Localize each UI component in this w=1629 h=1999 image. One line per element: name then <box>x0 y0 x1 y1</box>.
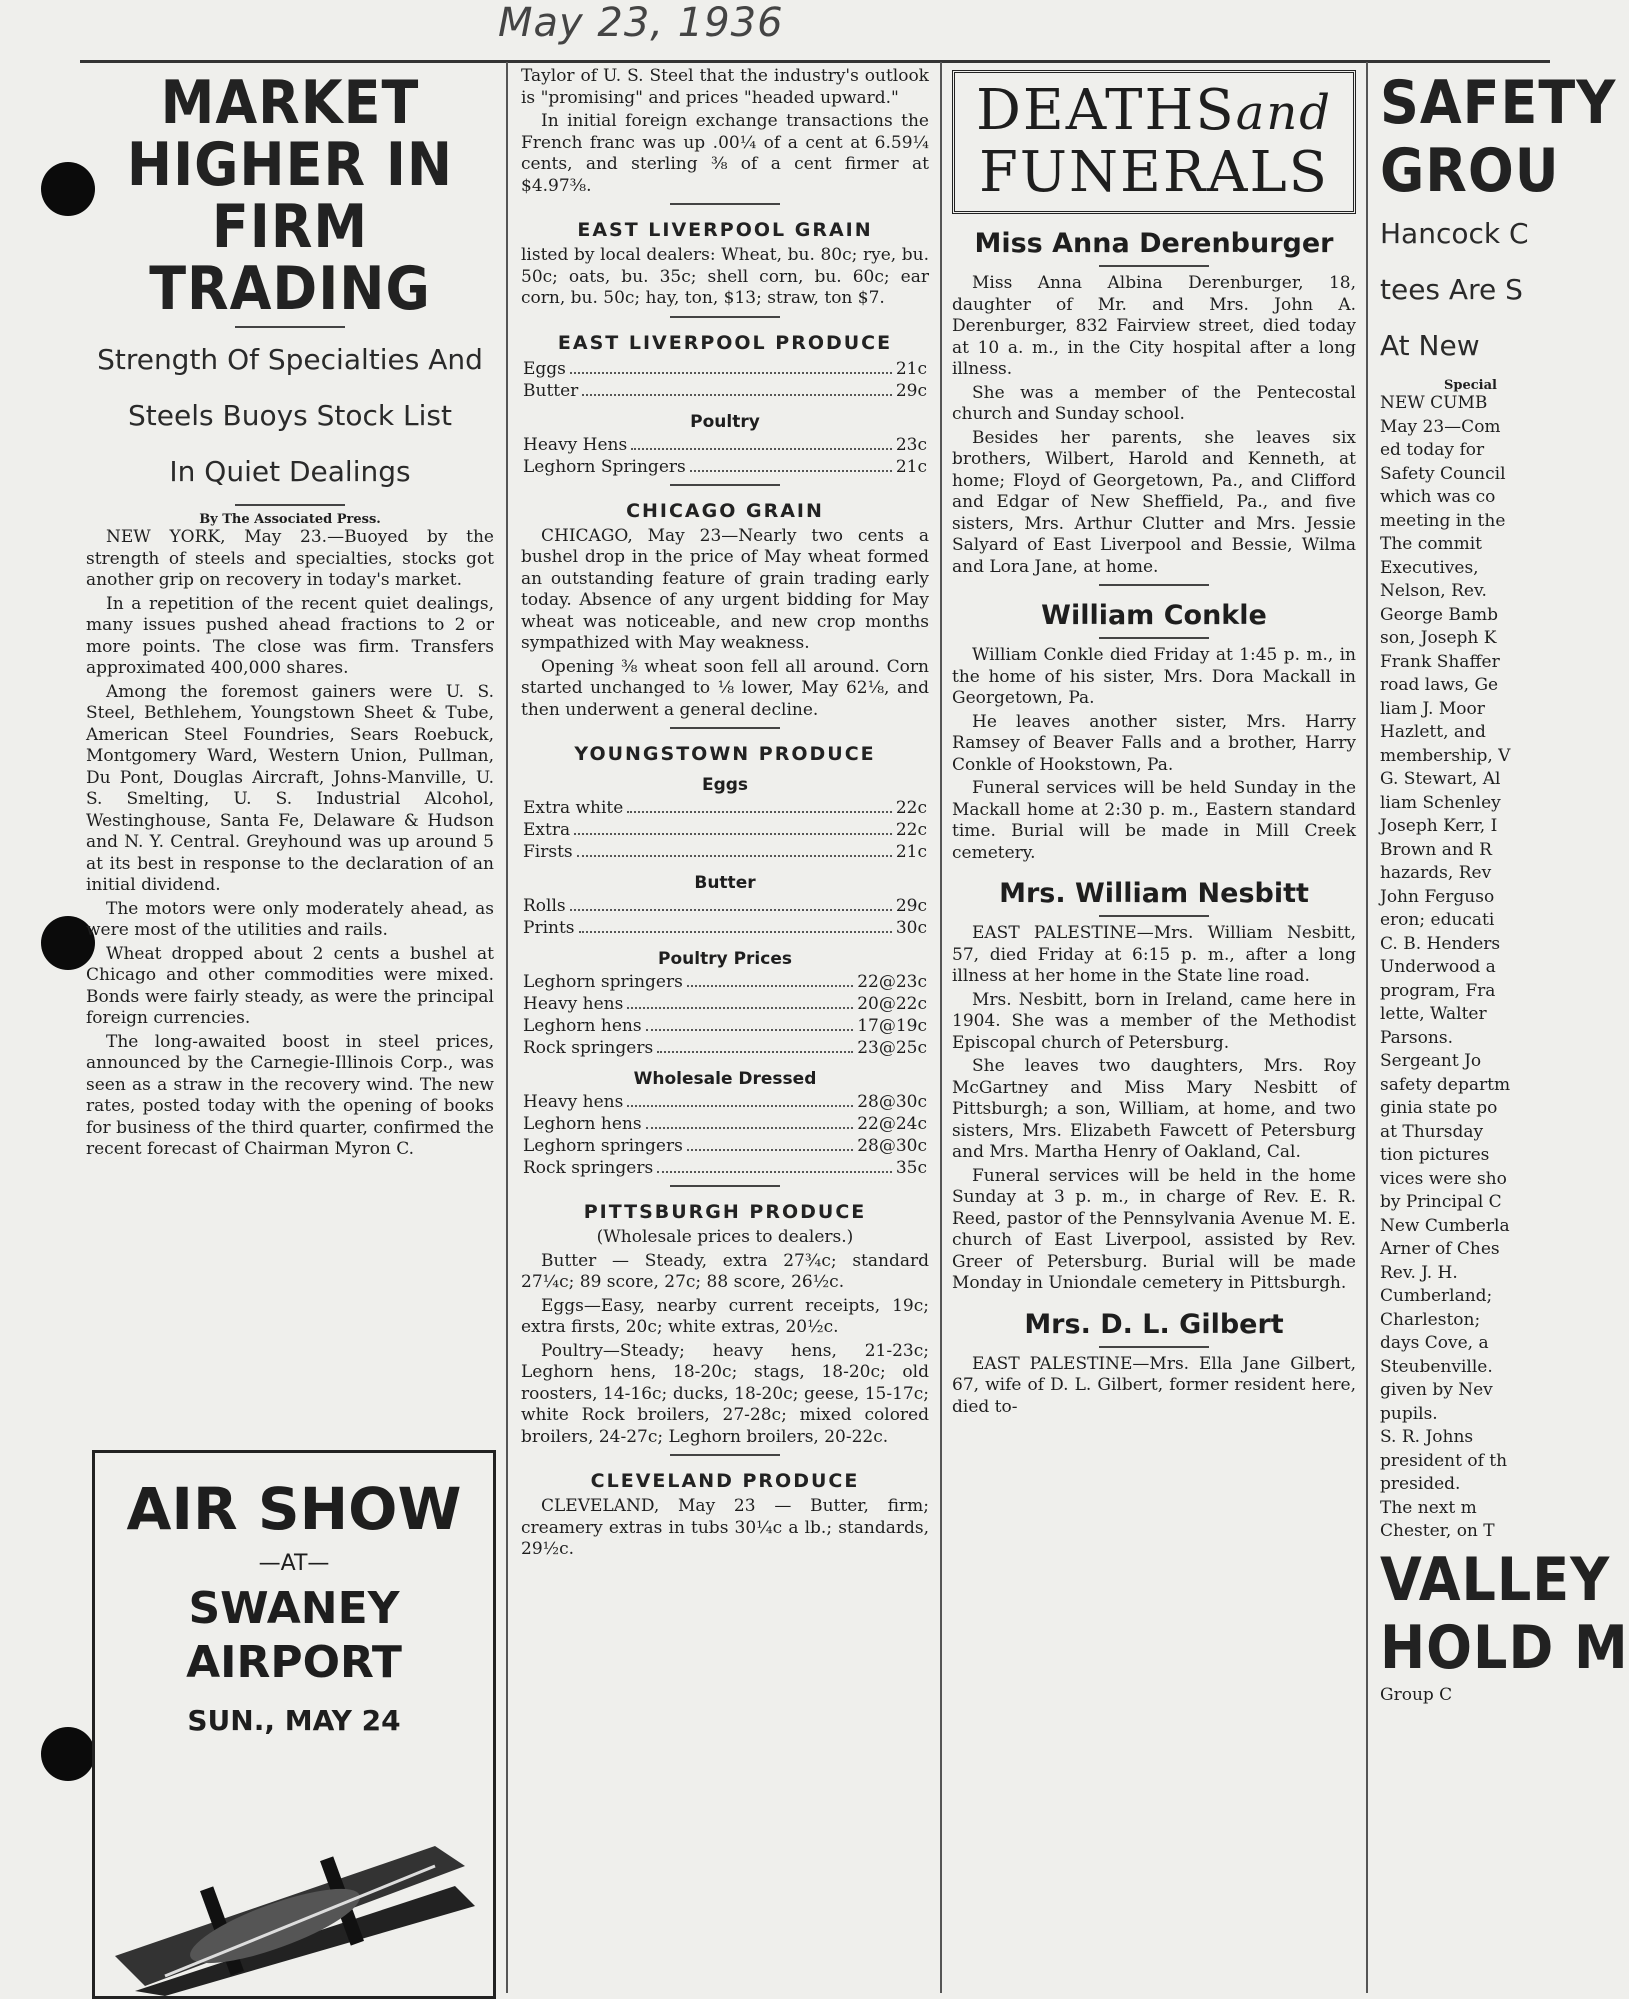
paragraph: Besides her parents, she leaves six brothers, Wilbert, Harold and Kenneth, at home; Floyd of Georgetown, Pa., and Clifford and Edgar of New Sheffield, Pa., and five sisters, Mrs. Arthur Clutter and Mrs. Jessie Salyard of East Liverpool and Bessie, Wilma and Lora Jane, at home. <box>952 427 1356 577</box>
price-row <box>523 993 927 1015</box>
paragraph: EAST PALESTINE—Mrs. Ella Jane Gilbert, 67, wife of D. L. Gilbert, former resident here, died to- <box>952 1353 1356 1417</box>
paragraph: Butter — Steady, extra 27¾c; standard 27¼c; 89 score, 27c; 88 score, 26½c. <box>521 1250 929 1292</box>
biplane-icon <box>105 1826 485 1996</box>
price-row <box>523 895 927 917</box>
header-word: DEATHS <box>976 78 1236 143</box>
sub-heading: Poultry Prices <box>658 949 792 969</box>
paragraph: Funeral services will be held in the home Sunday at 3 p. m., in charge of Rev. E. R. Reed, pastor of the Pennsylvania Avenue M. E. church of East Liverpool, assisted by Rev. Greer of Petersburg. Burial will be made Monday in Uniondale cemetery in Pittsburgh. <box>952 1165 1356 1293</box>
text-line: G. Stewart, Al <box>1380 769 1501 789</box>
paragraph: NEW YORK, May 23.—Buoyed by the strength of steels and specialties, stocks got another grip on recovery in today's market. <box>86 527 494 590</box>
paragraph: Funeral services will be held Sunday in the Mackall home at 2:30 p. m., Eastern standard time. Burial will be made in Mill Creek cemetery. <box>952 778 1356 863</box>
text-line: George Bamb <box>1380 604 1498 625</box>
price-row <box>523 1015 927 1037</box>
ad-title: AIR SHOW <box>126 1475 462 1543</box>
obit-name: Mrs. D. L. Gilbert <box>1024 1308 1284 1340</box>
price-row <box>523 358 927 380</box>
price-label: Extra white <box>523 798 624 818</box>
text-line: president of th <box>1380 1450 1508 1471</box>
air-show-ad <box>92 1450 496 1999</box>
market-body <box>86 527 494 1161</box>
paragraph: CHICAGO, May 23—Nearly two cents a bushel drop in the price of May wheat formed an outstanding feature of grain trading early today. Absence of any urgent bidding for May wheat was noticeable, and new crop months sympathized with May weakness. <box>521 525 929 653</box>
text-line: program, Fra <box>1380 980 1496 1001</box>
obit-name: Mrs. William Nesbitt <box>999 878 1309 909</box>
text-line: Underwood a <box>1380 957 1496 977</box>
cleveland-title: CLEVELAND PRODUCE <box>590 1470 860 1492</box>
pittsburgh-body <box>521 1227 929 1448</box>
deaths-column <box>946 66 1362 1993</box>
price-value: 29c <box>895 896 927 916</box>
paragraph: The motors were only moderately ahead, as were most of the utilities and rails. <box>86 898 494 940</box>
price-label: Heavy hens <box>523 1092 624 1112</box>
ad-date: SUN., MAY 24 <box>187 1704 401 1737</box>
price-label: Rolls <box>523 896 566 916</box>
paragraph: She was a member of the Pentecostal church and Sunday school. <box>952 382 1356 424</box>
price-row <box>523 1113 927 1135</box>
text-line: New Cumberla <box>1380 1215 1510 1236</box>
safety-headline: GROU <box>1380 136 1560 206</box>
text-line: vices were sho <box>1380 1168 1507 1189</box>
byline: By The Associated Press. <box>199 512 381 527</box>
price-row <box>523 971 927 993</box>
markets-column <box>515 66 935 1993</box>
paragraph: The long-awaited boost in steel prices, announced by the Carnegie-Illinois Corp., was seen as a straw in the recovery wind. The new rates, posted today with the opening of books for business of the third quarter, confirmed the recent forecast of Chairman Myron C. <box>86 1031 494 1159</box>
text-line: Brown and R <box>1380 839 1492 860</box>
price-row <box>523 1135 927 1157</box>
price-label: Leghorn hens <box>523 1114 642 1134</box>
price-value: 30c <box>895 918 927 938</box>
paragraph: (Wholesale prices to dealers.) <box>596 1227 854 1247</box>
price-label: Leghorn Springers <box>523 456 686 477</box>
text-line: Charleston; <box>1380 1309 1481 1330</box>
price-label: Eggs <box>523 358 566 379</box>
text-line: by Principal C <box>1380 1192 1502 1212</box>
price-row <box>523 434 927 456</box>
divider <box>1099 915 1209 917</box>
price-value: 21c <box>895 842 927 862</box>
divider <box>670 727 780 729</box>
ad-location: AIRPORT <box>186 1637 402 1688</box>
price-row <box>523 841 927 863</box>
price-label: Leghorn springers <box>523 1136 683 1156</box>
divider <box>670 1185 780 1187</box>
sub-heading: Poultry <box>690 411 760 432</box>
market-column <box>80 66 500 1426</box>
sub-heading: Eggs <box>701 775 749 795</box>
text-line: Frank Shaffer <box>1380 651 1500 672</box>
price-value: 22@23c <box>857 972 927 992</box>
price-value: 28@30c <box>857 1136 927 1156</box>
price-value: 22c <box>895 820 927 840</box>
divider <box>670 484 780 486</box>
price-row <box>523 917 927 939</box>
price-value: 23c <box>895 434 927 455</box>
valley-headline: VALLEY <box>1380 1544 1611 1615</box>
price-label: Leghorn springers <box>523 972 683 992</box>
price-row <box>523 797 927 819</box>
text-line: which was co <box>1380 487 1496 507</box>
text-line: The commit <box>1380 534 1483 554</box>
price-row <box>523 1091 927 1113</box>
paragraph: listed by local dealers: Wheat, bu. 80c; rye, bu. 50c; oats, bu. 35c; shell corn, bu. 60c; ear corn, bu. 50c; hay, ton, $13; straw, ton $7. <box>521 245 929 308</box>
text-line: at Thursday <box>1380 1121 1484 1142</box>
divider <box>1099 584 1209 586</box>
text-line: ginia state po <box>1380 1098 1498 1118</box>
ad-location: SWANEY <box>188 1583 400 1634</box>
text-line: NEW CUMB <box>1380 393 1488 413</box>
divider <box>670 1454 780 1456</box>
youngstown-title: YOUNGSTOWN PRODUCE <box>574 743 876 765</box>
safety-column <box>1374 66 1629 1993</box>
footer-fragment: Group C <box>1380 1684 1453 1705</box>
price-label: Extra <box>523 820 571 840</box>
deck-line: Steels Buoys Stock List <box>128 399 452 432</box>
text-line: lette, Walter <box>1380 1004 1487 1024</box>
price-value: 35c <box>895 1158 927 1178</box>
el-grain-body <box>521 245 929 310</box>
price-value: 17@19c <box>857 1016 927 1036</box>
text-line: safety departm <box>1380 1074 1511 1095</box>
divider <box>1099 637 1209 639</box>
paragraph: William Conkle died Friday at 1:45 p. m., in the home of his sister, Mrs. Dora Mackall in Georgetown, Pa. <box>952 645 1356 708</box>
market-deck <box>80 336 500 496</box>
text-line: May 23—Com <box>1380 416 1501 437</box>
text-line: Steubenville. <box>1380 1356 1493 1377</box>
text-line: presided. <box>1380 1474 1461 1494</box>
handwritten-date: May 23, 1936 <box>498 0 784 46</box>
text-line: liam J. Moor <box>1380 698 1485 719</box>
paragraph: Among the foremost gainers were U. S. Steel, Bethlehem, Youngstown Sheet & Tube, American Steel Foundries, Sears Roebuck, Montgomery Ward, Western Union, Pullman, Du Pont, Douglas Aircraft, Johns-Manville, U. S. Smelting, U. S. Industrial Alcohol, Westinghouse, Santa Fe, Delaware & Hudson and N. Y. Central. Greyhound was up around 5 at its best in response to the declaration of an initial dividend. <box>86 681 494 895</box>
text-line: ed today for <box>1380 440 1485 460</box>
text-line: Cumberland; <box>1380 1286 1493 1306</box>
obit-name: William Conkle <box>1041 600 1267 631</box>
text-line: Nelson, Rev. <box>1380 581 1487 601</box>
price-label: Prints <box>523 918 575 938</box>
deck-line: Strength Of Specialties And <box>97 343 483 376</box>
sub-heading: Butter <box>694 873 756 893</box>
price-label: Rock springers <box>523 1158 654 1178</box>
divider <box>235 326 345 328</box>
text-line: S. R. Johns <box>1380 1427 1474 1447</box>
paragraph: Eggs—Easy, nearby current receipts, 19c; extra firsts, 20c; white extras, 20½c. <box>521 1295 929 1337</box>
divider <box>1099 1346 1209 1348</box>
paragraph: He leaves another sister, Mrs. Harry Ramsey of Beaver Falls and a brother, Harry Conkle of Hookstown, Pa. <box>952 711 1356 775</box>
punch-hole <box>41 1727 95 1781</box>
text-line: C. B. Henders <box>1380 933 1501 954</box>
deck-line: At New <box>1380 329 1480 362</box>
text-line: road laws, Ge <box>1380 675 1499 695</box>
text-line: pupils. <box>1380 1403 1438 1424</box>
price-row <box>523 380 927 402</box>
paragraph: Opening ⅜ wheat soon fell all around. Corn started unchanged to ⅛ lower, May 62⅛, and then underwent a general decline. <box>521 656 929 720</box>
paragraph: In initial foreign exchange transactions the French franc was up .00¼ of a cent at 6.59¼ cents, and sterling ⅜ of a cent firmer at $4.97⅜. <box>521 111 929 196</box>
price-label: Heavy Hens <box>523 434 628 455</box>
deck-line: tees Are S <box>1380 273 1523 306</box>
price-label: Butter <box>523 380 579 401</box>
price-value: 21c <box>895 358 927 379</box>
price-row <box>523 456 927 478</box>
column-rule <box>940 62 942 1993</box>
paragraph: CLEVELAND, May 23 — Butter, firm; creamery extras in tubs 30¼c a lb.; standards, 29½c. <box>521 1496 929 1559</box>
byline: Special <box>1444 378 1497 393</box>
market-headline: MARKET HIGHER IN FIRM TRADING <box>126 68 454 324</box>
text-line: Arner of Ches <box>1380 1239 1500 1259</box>
paragraph: Taylor of U. S. Steel that the industry's outlook is "promising" and prices "headed upward." <box>521 66 929 108</box>
chicago-grain-title: CHICAGO GRAIN <box>626 499 824 522</box>
price-value: 22@24c <box>857 1114 927 1134</box>
text-line: meeting in the <box>1380 510 1506 531</box>
price-value: 20@22c <box>857 994 927 1014</box>
sub-heading: Wholesale Dressed <box>633 1069 817 1089</box>
safety-body <box>1380 393 1541 1543</box>
obit-body <box>952 923 1356 1295</box>
price-label: Leghorn hens <box>523 1016 642 1036</box>
text-line: The next m <box>1380 1497 1477 1518</box>
text-line: hazards, Rev <box>1380 863 1492 883</box>
obit-body <box>952 1354 1356 1419</box>
price-value: 21c <box>895 456 927 477</box>
pittsburgh-title: PITTSBURGH PRODUCE <box>583 1201 867 1223</box>
paragraph: Wheat dropped about 2 cents a bushel at Chicago and other commodities were mixed. Bonds were fairly steady, as were the principal foreign currencies. <box>86 943 494 1028</box>
text-line: Sergeant Jo <box>1380 1051 1482 1071</box>
divider <box>670 203 780 205</box>
text-line: Chester, on T <box>1380 1521 1495 1541</box>
ad-at: —AT— <box>258 1551 330 1576</box>
text-line: Safety Council <box>1380 463 1506 484</box>
text-line: Joseph Kerr, I <box>1380 816 1498 836</box>
text-line: Rev. J. H. <box>1380 1262 1458 1283</box>
obit-name: Miss Anna Derenburger <box>974 228 1334 259</box>
text-line: tion pictures <box>1380 1145 1490 1165</box>
el-grain-title: EAST LIVERPOOL GRAIN <box>577 219 873 241</box>
obit-body <box>952 273 1356 578</box>
text-line: son, Joseph K <box>1380 628 1497 648</box>
safety-headline: SAFETY <box>1380 68 1617 138</box>
price-value: 23@25c <box>857 1038 927 1058</box>
price-row <box>523 1157 927 1179</box>
price-row <box>523 819 927 841</box>
paragraph: Poultry—Steady; heavy hens, 21-23c; Leghorn hens, 18-20c; stags, 18-20c; old roosters, 14-16c; ducks, 18-20c; geese, 15-17c; white Rock broilers, 27-28c; mixed colored broilers, 24-27c; Leghorn broilers, 20-22c. <box>521 1340 929 1447</box>
price-value: 28@30c <box>857 1092 927 1112</box>
text-line: given by Nev <box>1380 1380 1493 1400</box>
divider <box>670 316 780 318</box>
paragraph: EAST PALESTINE—Mrs. William Nesbitt, 57, died Friday at 6:15 p. m., after a long illness at her home in the State line road. <box>952 923 1356 986</box>
cleveland-body <box>521 1496 929 1561</box>
chicago-grain-body <box>521 526 929 722</box>
column-rule <box>1366 62 1368 1993</box>
text-line: John Ferguso <box>1380 886 1495 907</box>
deck-line: Hancock C <box>1380 217 1529 250</box>
price-label: Heavy hens <box>523 994 624 1014</box>
top-rule <box>80 60 1550 63</box>
price-label: Rock springers <box>523 1038 654 1058</box>
el-produce-title: EAST LIVERPOOL PRODUCE <box>557 331 893 354</box>
price-value: 29c <box>895 380 927 401</box>
price-label: Firsts <box>523 842 573 862</box>
text-line: Executives, <box>1380 557 1479 578</box>
deck-line: In Quiet Dealings <box>169 455 411 488</box>
text-line: liam Schenley <box>1380 792 1501 813</box>
header-word: and <box>1235 85 1332 141</box>
paragraph: Mrs. Nesbitt, born in Ireland, came here in 1904. She was a member of the Methodist Episcopal church of Petersburg. <box>952 989 1356 1053</box>
obit-body <box>952 645 1356 864</box>
paragraph: In a repetition of the recent quiet dealings, many issues pushed ahead fractions to 2 or more points. The close was firm. Transfers approximated 400,000 shares. <box>86 593 494 678</box>
header-word: FUNERALS <box>978 140 1330 205</box>
deaths-funerals-header <box>952 70 1356 214</box>
paragraph: Miss Anna Albina Derenburger, 18, daughter of Mr. and Mrs. John A. Derenburger, 832 Fairview street, died today at 10 a. m., in the City hospital after a long illness. <box>952 273 1356 379</box>
divider <box>235 504 345 506</box>
divider <box>1099 265 1209 267</box>
text-line: membership, V <box>1380 745 1511 766</box>
column-rule <box>506 62 508 1993</box>
price-value: 22c <box>895 798 927 818</box>
text-line: Hazlett, and <box>1380 722 1486 742</box>
paragraph: She leaves two daughters, Mrs. Roy McGartney and Miss Mary Nesbitt of Pittsburgh; a son, William, at home, and two sisters, Mrs. Elizabeth Fawcett of Petersburg and Mrs. Martha Henry of Oakland, Cal. <box>952 1056 1356 1162</box>
text-line: days Cove, a <box>1380 1333 1489 1353</box>
text-line: Parsons. <box>1380 1027 1453 1048</box>
price-row <box>523 1037 927 1059</box>
market-continued <box>521 66 929 197</box>
text-line: eron; educati <box>1380 910 1495 930</box>
valley-headline: HOLD M <box>1380 1612 1629 1683</box>
